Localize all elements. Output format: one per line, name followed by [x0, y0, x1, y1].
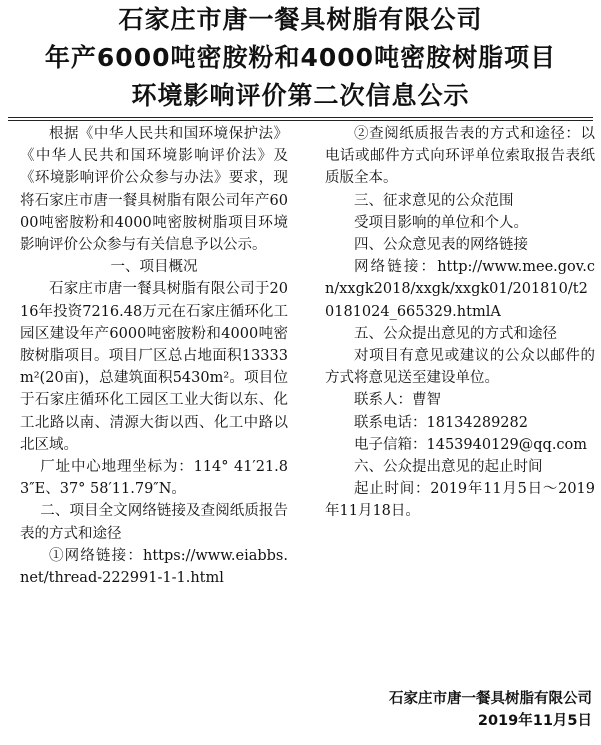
section-5-heading: 五、公众提出意见的方式和途径: [354, 325, 557, 342]
title-company: 石家庄市唐一餐具树脂有限公司: [118, 5, 483, 34]
intro-paragraph: 根据《中华人民共和国环境保护法》《中华人民共和国环境影响评价法》及《环境影响评价公众参与办法》要求，现将石家庄市唐一餐具树脂有限公司年产6000吨密胺粉和4000吨密胺树脂项目环境影响评价公众参与有关信息予以公示。: [20, 126, 288, 254]
section-2-heading: 二、项目全文网络链接及查阅纸质报告表的方式和途径: [20, 503, 288, 542]
title-notice: 环境影响评价第二次信息公示: [131, 81, 470, 110]
contact-person: 联系人：曹智: [354, 392, 441, 409]
section-6-body: 起止时间：2019年11月5日～2019年11月18日。: [325, 481, 595, 520]
section-3-body: 受项目影响的单位和个人。: [354, 214, 528, 231]
footer-date: 2019年11月5日: [477, 713, 592, 729]
section-3-heading: 三、征求意见的公众范围: [354, 192, 514, 209]
contact-email: 电子信箱：1453940129@qq.com: [354, 436, 588, 453]
section-4-heading: 四、公众意见表的网络链接: [354, 237, 528, 254]
right-column: [325, 123, 595, 523]
title-project: 年产6000吨密胺粉和4000吨密胺树脂项目: [44, 43, 557, 72]
section-6-heading: 六、公众提出意见的起止时间: [354, 459, 543, 476]
section-5-body: 对项目有意见或建议的公众以邮件的方式将意见送至建设单位。: [325, 348, 595, 387]
header-divider-bottom: [8, 120, 593, 121]
section-1-body: 石家庄市唐一餐具树脂有限公司于2016年投资7216.48万元在石家庄循环化工园区建设年产6000吨密胺粉和4000吨密胺树脂项目。项目厂区总占地面积13333m²(20亩)，总建筑面积5430m²。项目位于石家庄循环化工园区工业大街以东、化工北路以南、清源大街以西、化工中路以北区域。: [20, 281, 288, 453]
section-2-item-1-link[interactable]: ①网络链接：https://www.eiabbs.net/thread-222991-1-1.html: [20, 547, 288, 587]
section-4-link[interactable]: 网络链接：http://www.mee.gov.cn/xxgk2018/xxgk/xxgk01/201810/t20181024_665329.htmlA: [325, 259, 595, 320]
section-2-item-2: ②查阅纸质报告表的方式和途径：以电话或邮件方式向环评单位索取报告表纸质版全本。: [325, 126, 595, 187]
section-1-coordinates: 厂址中心地理坐标为：114° 41′21.83″E、37° 58′11.79″N。: [20, 459, 288, 498]
section-1-heading: 一、项目概况: [110, 259, 198, 276]
left-column: [20, 123, 288, 589]
footer-company: 石家庄市唐一餐具树脂有限公司: [389, 691, 592, 707]
header-divider-top: [8, 117, 593, 118]
contact-phone: 联系电话：18134289282: [354, 414, 528, 431]
